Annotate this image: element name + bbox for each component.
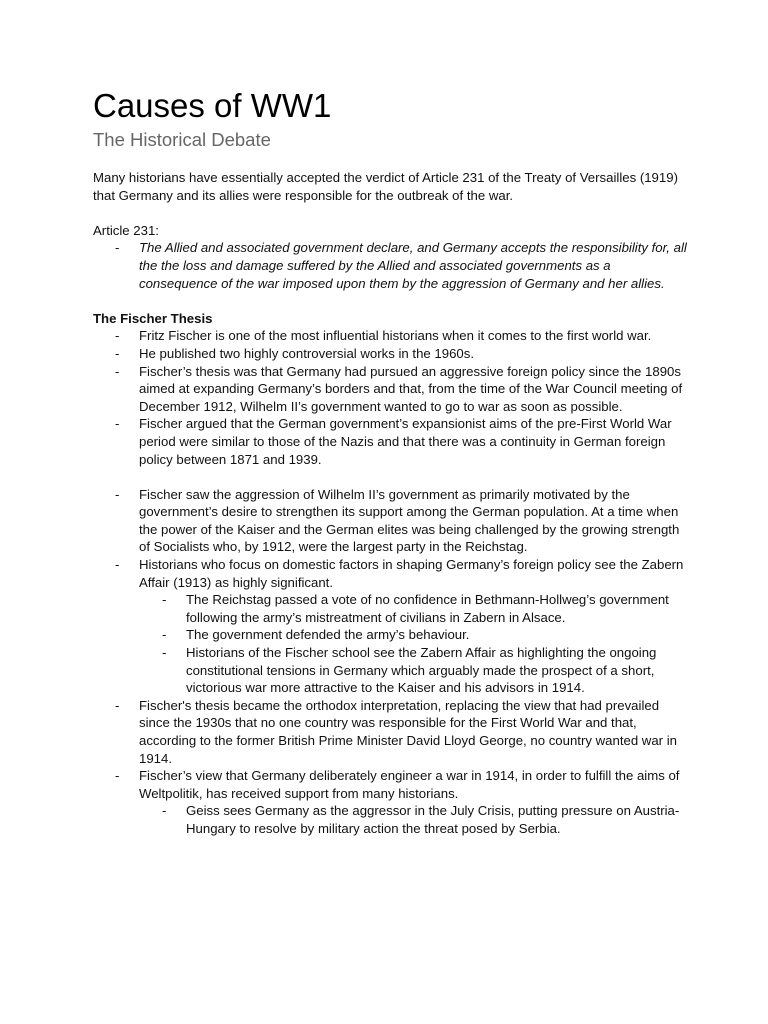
list-item <box>93 327 688 345</box>
list-item-text: He published two highly controversial works in the 1960s. <box>139 345 474 361</box>
list-item <box>93 697 688 767</box>
sub-list-item <box>93 644 688 697</box>
list-item <box>93 767 688 837</box>
fischer-list <box>93 327 688 837</box>
dash-bullet: - <box>115 240 120 256</box>
dash-bullet: - <box>115 416 120 432</box>
dash-bullet: - <box>115 557 120 573</box>
list-item <box>93 363 688 416</box>
list-item-text: Fritz Fischer is one of the most influential historians when it comes to the first world war. <box>139 328 652 344</box>
list-item <box>93 345 688 363</box>
list-item-text: Geiss sees Germany as the aggressor in the July Crisis, putting pressure on Austria-Hungary to resolve by military action the threat posed by Serbia. <box>186 803 680 836</box>
list-item <box>93 239 688 292</box>
dash-bullet: - <box>162 592 167 608</box>
intro-paragraph: Many historians have essentially accepted the verdict of Article 231 of the Treaty of Versailles (1919) that Germany and its allies were responsible for the outbreak of the war. <box>93 170 678 203</box>
article-quote: The Allied and associated government declare, and Germany accepts the responsibility for, all the the loss and damage suffered by the Allied and associated governments as a consequence of the war imposed upon them by the aggression of Germany and her allies. <box>139 240 687 291</box>
section-heading-fischer: The Fischer Thesis <box>93 310 213 326</box>
dash-bullet: - <box>115 768 120 784</box>
dash-bullet: - <box>115 363 120 379</box>
spacer <box>93 292 688 310</box>
list-item-text: The Reichstag passed a vote of no confidence in Bethmann-Hollweg’s government following the army’s mistreatment of civilians in Zabern in Alsace. <box>186 592 669 625</box>
list-item-text: Fischer's thesis became the orthodox interpretation, replacing the view that had prevailed since the 1930s that no one country was responsible for the First World War and that, according to the former British Prime Minister David Lloyd George, no country wanted war in 1914. <box>139 697 677 766</box>
list-item-text: The government defended the army’s behaviour. <box>186 627 470 643</box>
dash-bullet: - <box>115 328 120 344</box>
list-item <box>93 556 688 697</box>
document-subtitle: The Historical Debate <box>93 129 271 150</box>
sub-list-item <box>93 591 688 626</box>
sub-list <box>93 591 688 697</box>
list-item <box>93 486 688 556</box>
list-item-text: Historians who focus on domestic factors in shaping Germany’s foreign policy see the Zabern Affair (1913) as highly significant. <box>139 557 684 590</box>
dash-bullet: - <box>162 803 167 819</box>
dash-bullet: - <box>115 697 120 713</box>
list-gap <box>93 468 688 486</box>
sub-list-item <box>93 626 688 644</box>
list-item-text: Fischer argued that the German government’s expansionist aims of the pre-First World War period were similar to those of the Nazis and that there was a continuity in German foreign policy between 1871 and 1939. <box>139 416 672 467</box>
dash-bullet: - <box>162 627 167 643</box>
list-item-text: Fischer’s view that Germany deliberately engineer a war in 1914, in order to fulfill the aims of Weltpolitik, has received support from many historians. <box>139 768 680 801</box>
article-quote-list <box>93 239 688 292</box>
article-label: Article 231: <box>93 222 159 238</box>
dash-bullet: - <box>162 645 167 661</box>
dash-bullet: - <box>115 486 120 502</box>
list-item <box>93 415 688 468</box>
dash-bullet: - <box>115 345 120 361</box>
document-title: Causes of WW1 <box>93 87 332 124</box>
list-item-text: Fischer saw the aggression of Wilhelm II’s government as primarily motivated by the government’s desire to strengthen its support among the German population. At a time when the power of the Kaiser and the German elites was being challenged by the growing strength of Socialists who, by 1912, were the largest party in the Reichstag. <box>139 486 680 555</box>
sub-list-item <box>93 802 688 837</box>
list-item-text: Fischer’s thesis was that Germany had pursued an aggressive foreign policy since the 1890s aimed at expanding Germany’s borders and that, from the time of the War Council meeting of December 1912, Wilhelm II’s government wanted to go to war as soon as possible. <box>139 363 683 414</box>
sub-list <box>93 802 688 837</box>
list-item-text: Historians of the Fischer school see the Zabern Affair as highlighting the ongoing constitutional tensions in Germany which arguably made the prospect of a short, victorious war more attractive to the Kaiser and his advisors in 1914. <box>186 645 657 696</box>
spacer <box>93 204 688 222</box>
